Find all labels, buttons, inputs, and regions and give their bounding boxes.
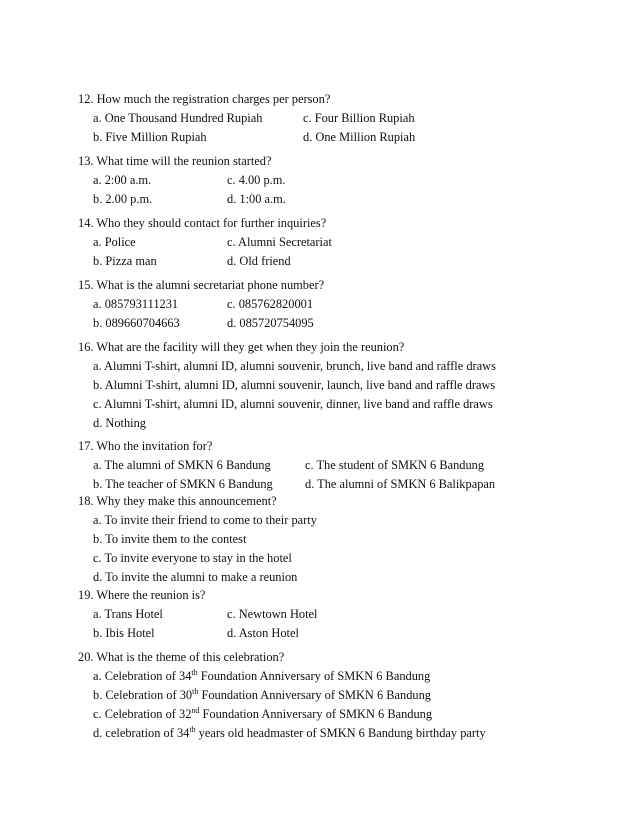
option-d: d. Aston Hotel — [227, 626, 299, 640]
question-19 — [78, 586, 598, 643]
question-12 — [78, 90, 598, 147]
option-b: b. Celebration of 30th Foundation Anniversary of SMKN 6 Bandung — [93, 686, 432, 702]
option-a: a. Alumni T-shirt, alumni ID, alumni souvenir, brunch, live band and raffle draws — [93, 359, 496, 373]
option-a: a. 2:00 a.m. — [93, 173, 152, 187]
option-b: b. Alumni T-shirt, alumni ID, alumni souvenir, launch, live band and raffle draws — [93, 378, 496, 392]
option-a: a. To invite their friend to come to their party — [93, 513, 317, 527]
option-a: a. 085793111231 — [93, 297, 179, 311]
question-stem: 18. Why they make this announcement? — [78, 494, 277, 508]
question-14 — [78, 214, 598, 271]
option-a: a. Trans Hotel — [93, 607, 163, 621]
question-stem: 17. Who the invitation for? — [78, 439, 213, 453]
option-a: a. One Thousand Hundred Rupiah — [93, 111, 263, 125]
option-d: d. celebration of 34th years old headmaster of SMKN 6 Bandung birthday party — [93, 724, 486, 740]
question-stem: 13. What time will the reunion started? — [78, 154, 272, 168]
question-stem: 12. How much the registration charges per person? — [78, 92, 331, 106]
option-d: d. Nothing — [93, 416, 147, 430]
question-stem: 15. What is the alumni secretariat phone number? — [78, 278, 325, 292]
question-stem: 16. What are the facility will they get when they join the reunion? — [78, 340, 405, 354]
option-c: c. Four Billion Rupiah — [303, 111, 415, 125]
option-a: a. Celebration of 34th Foundation Anniversary of SMKN 6 Bandung — [93, 667, 431, 683]
question-15 — [78, 276, 598, 333]
question-stem: 20. What is the theme of this celebration? — [78, 650, 285, 664]
option-c: c. 085762820001 — [227, 297, 314, 311]
option-c: c. Alumni T-shirt, alumni ID, alumni souvenir, dinner, live band and raffle draws — [93, 397, 493, 411]
option-b: b. Pizza man — [93, 254, 157, 268]
option-b: b. Five Million Rupiah — [93, 130, 207, 144]
option-a: a. The alumni of SMKN 6 Bandung — [93, 458, 271, 472]
question-16 — [78, 338, 598, 433]
option-b: b. The teacher of SMKN 6 Bandung — [93, 477, 273, 491]
option-b: b. Ibis Hotel — [93, 626, 155, 640]
question-stem: 14. Who they should contact for further inquiries? — [78, 216, 327, 230]
option-c: c. To invite everyone to stay in the hotel — [93, 551, 292, 565]
question-stem: 19. Where the reunion is? — [78, 588, 206, 602]
option-b: b. 089660704663 — [93, 316, 180, 330]
option-d: d. 1:00 a.m. — [227, 192, 286, 206]
question-13 — [78, 152, 598, 209]
option-c: c. 4.00 p.m. — [227, 173, 286, 187]
question-17 — [78, 437, 598, 494]
question-20 — [78, 648, 598, 743]
question-18 — [78, 492, 598, 587]
option-d: d. Old friend — [227, 254, 291, 268]
option-d: d. 085720754095 — [227, 316, 314, 330]
option-d: d. The alumni of SMKN 6 Balikpapan — [305, 477, 496, 491]
option-d: d. One Million Rupiah — [303, 130, 416, 144]
option-c: c. Alumni Secretariat — [227, 235, 332, 249]
option-d: d. To invite the alumni to make a reunion — [93, 570, 298, 584]
option-a: a. Police — [93, 235, 136, 249]
option-b: b. To invite them to the contest — [93, 532, 247, 546]
option-c: c. Celebration of 32nd Foundation Anniversary of SMKN 6 Bandung — [93, 705, 433, 721]
option-c: c. Newtown Hotel — [227, 607, 318, 621]
option-b: b. 2.00 p.m. — [93, 192, 153, 206]
option-c: c. The student of SMKN 6 Bandung — [305, 458, 485, 472]
